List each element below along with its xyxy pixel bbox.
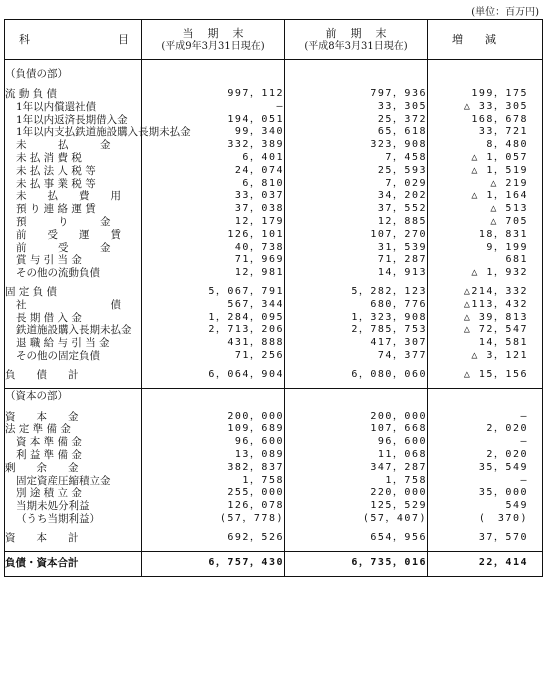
- empty-cell: [142, 388, 285, 405]
- current-value: 2，713，206: [142, 324, 285, 337]
- current-value: 567，344: [142, 299, 285, 312]
- account-label: 前 受 金: [16, 241, 111, 254]
- account-label: 資 本 準 備 金: [16, 436, 82, 449]
- current-value: 12，179: [142, 216, 285, 229]
- empty-cell: [285, 388, 428, 405]
- current-value: 40，738: [142, 242, 285, 255]
- previous-value: 2，785，753: [285, 324, 428, 337]
- previous-value: 14，913: [285, 267, 428, 280]
- capital-row: [5, 449, 543, 462]
- current-value: 6，401: [142, 152, 285, 165]
- header-previous-period: [285, 20, 428, 60]
- account-label: その他の固定負債: [16, 349, 100, 362]
- change-value: △ 15，156: [428, 369, 543, 382]
- previous-value: 34，202: [285, 190, 428, 203]
- capital-row: [5, 513, 543, 526]
- current-liability-row: [5, 267, 543, 280]
- previous-value: 680，776: [285, 299, 428, 312]
- account-label: 1年以内支払鉄道施設購入長期未払金: [16, 126, 191, 139]
- change-value: ―: [428, 411, 543, 424]
- current-liability-row: [5, 114, 543, 127]
- empty-cell: [428, 388, 543, 405]
- current-value: 692，526: [142, 532, 285, 545]
- change-value: △ 705: [428, 216, 543, 229]
- account-label: 未 払 費 用: [16, 190, 121, 203]
- account-label: 負債・資本合計: [5, 551, 142, 576]
- current-liability-row: [5, 126, 543, 139]
- current-liability-row: [5, 152, 543, 165]
- current-liability-row: [5, 88, 543, 101]
- current-value: 71，969: [142, 254, 285, 267]
- previous-value: 220，000: [285, 487, 428, 500]
- current-value: 71，256: [142, 350, 285, 363]
- current-liability-row: [5, 139, 543, 152]
- account-label: 剰 余 金: [5, 461, 79, 474]
- header-account-char-1: 科: [19, 33, 30, 46]
- change-value: △ 39，813: [428, 312, 543, 325]
- fixed-liability-row: [5, 337, 543, 350]
- current-value: 33，037: [142, 190, 285, 203]
- change-value: 2，020: [428, 449, 543, 462]
- change-value: ―: [428, 475, 543, 488]
- account-label: 法 定 準 備 金: [5, 423, 71, 436]
- change-value: △ 1，057: [428, 152, 543, 165]
- previous-value: 1，323，908: [285, 312, 428, 325]
- balance-sheet-table: [4, 19, 543, 577]
- current-value: 997，112: [142, 88, 285, 101]
- previous-value: 65，618: [285, 126, 428, 139]
- account-label: 資 本 計: [5, 531, 79, 544]
- previous-value: 6，080，060: [285, 369, 428, 382]
- account-label: 固定資産圧縮積立金: [16, 474, 111, 487]
- current-liability-row: [5, 229, 543, 242]
- grand-total-row: [5, 551, 543, 576]
- previous-value: 11，068: [285, 449, 428, 462]
- change-value: ―: [428, 436, 543, 449]
- change-value: 35，549: [428, 462, 543, 475]
- capital-row: [5, 411, 543, 424]
- change-value: 681: [428, 254, 543, 267]
- section-heading-liabilities: [5, 66, 543, 82]
- previous-value: 31，539: [285, 242, 428, 255]
- account-label: 預 り 金: [16, 215, 111, 228]
- change-value: 199，175: [428, 88, 543, 101]
- account-label: 負 債 計: [5, 368, 79, 381]
- current-value: 13，089: [142, 449, 285, 462]
- previous-value: 71，287: [285, 254, 428, 267]
- current-value: 194，051: [142, 114, 285, 127]
- header-change: 増減: [428, 20, 543, 60]
- previous-value: 12，885: [285, 216, 428, 229]
- capital-row: [5, 423, 543, 436]
- previous-value: 347，287: [285, 462, 428, 475]
- previous-value: 654，956: [285, 532, 428, 545]
- previous-value: 797，936: [285, 88, 428, 101]
- account-label: 資 本 金: [5, 410, 79, 423]
- previous-value: 25，593: [285, 165, 428, 178]
- account-label: 長 期 借 入 金: [16, 311, 82, 324]
- header-previous-date: (平成8年3月31日現在): [304, 40, 408, 52]
- change-value: △ 3，121: [428, 350, 543, 363]
- current-value: 255，000: [142, 487, 285, 500]
- change-value: 22，414: [428, 551, 543, 576]
- current-value: 332，389: [142, 139, 285, 152]
- current-value: 382，837: [142, 462, 285, 475]
- capital-row: [5, 487, 543, 500]
- account-label: 鉄道施設購入長期未払金: [16, 324, 132, 337]
- current-liability-row: [5, 165, 543, 178]
- previous-value: 74，377: [285, 350, 428, 363]
- capital-row: [5, 462, 543, 475]
- current-value: 431，888: [142, 337, 285, 350]
- previous-value: 107，270: [285, 229, 428, 242]
- previous-value: 200，000: [285, 411, 428, 424]
- empty-cell: [285, 66, 428, 82]
- account-label: 預 り 連 絡 運 賃: [16, 203, 96, 216]
- current-liability-row: [5, 178, 543, 191]
- current-value: 99，340: [142, 126, 285, 139]
- header-account: [5, 20, 142, 60]
- current-value: 96，600: [142, 436, 285, 449]
- current-value: 37，038: [142, 203, 285, 216]
- change-value: △ 1，519: [428, 165, 543, 178]
- previous-value: 125，529: [285, 500, 428, 513]
- previous-value: 33，305: [285, 101, 428, 114]
- capital-row: [5, 475, 543, 488]
- account-label: その他の流動負債: [16, 267, 100, 280]
- change-value: 2，020: [428, 423, 543, 436]
- account-label: 社 債: [16, 298, 121, 311]
- unit-note: (単位：百万円): [471, 7, 539, 18]
- change-value: △ 1，932: [428, 267, 543, 280]
- current-value: 126，078: [142, 500, 285, 513]
- current-liability-row: [5, 242, 543, 255]
- current-value: (57，778): [142, 513, 285, 526]
- header-current-period: [142, 20, 285, 60]
- previous-value: 107，668: [285, 423, 428, 436]
- section-heading-capital-label: （資本の部）: [5, 388, 142, 405]
- current-value: 200，000: [142, 411, 285, 424]
- account-label: 当期未処分利益: [16, 500, 90, 513]
- empty-cell: [428, 66, 543, 82]
- current-value: 1，284，095: [142, 312, 285, 325]
- capital-row: [5, 500, 543, 513]
- account-label: 前 受 運 賃: [16, 228, 121, 241]
- liabilities-total-row: [5, 369, 543, 382]
- current-value: 109，689: [142, 423, 285, 436]
- account-label: 流 動 負 債: [5, 88, 58, 100]
- current-value: 24，074: [142, 165, 285, 178]
- account-label: 未 払 法 人 税 等: [16, 164, 96, 177]
- change-value: 33，721: [428, 126, 543, 139]
- change-value: 37，570: [428, 532, 543, 545]
- previous-value: 6，735，016: [285, 551, 428, 576]
- section-heading-capital: [5, 388, 543, 405]
- previous-value: 7，458: [285, 152, 428, 165]
- fixed-liability-row: [5, 324, 543, 337]
- previous-value: 96，600: [285, 436, 428, 449]
- change-value: △ 1，164: [428, 190, 543, 203]
- current-value: 6，757，430: [142, 551, 285, 576]
- header-account-char-2: 目: [118, 33, 129, 46]
- previous-value: 25，372: [285, 114, 428, 127]
- change-value: △ 219: [428, 178, 543, 191]
- change-value: ( 370): [428, 513, 543, 526]
- fixed-liability-row: [5, 312, 543, 325]
- current-liability-row: [5, 254, 543, 267]
- current-value: 6，810: [142, 178, 285, 191]
- previous-value: 7，029: [285, 178, 428, 191]
- current-value: ―: [142, 101, 285, 114]
- previous-value: 323，908: [285, 139, 428, 152]
- header-current-date: (平成9年3月31日現在): [161, 40, 265, 52]
- change-value: 168，678: [428, 114, 543, 127]
- account-label: 1年以内返済長期借入金: [16, 113, 128, 126]
- fixed-liability-row: [5, 299, 543, 312]
- account-label: 賞 与 引 当 金: [16, 254, 82, 267]
- current-liability-row: [5, 101, 543, 114]
- change-value: 549: [428, 500, 543, 513]
- change-value: 14，581: [428, 337, 543, 350]
- empty-cell: [142, 66, 285, 82]
- header-row: [5, 20, 543, 60]
- change-value: △113，432: [428, 299, 543, 312]
- fixed-liability-row: [5, 286, 543, 299]
- previous-value: 37，552: [285, 203, 428, 216]
- fixed-liability-row: [5, 350, 543, 363]
- previous-value: 417，307: [285, 337, 428, 350]
- current-value: 5，067，791: [142, 286, 285, 299]
- change-value: △ 72，547: [428, 324, 543, 337]
- previous-value: 5，282，123: [285, 286, 428, 299]
- previous-value: (57，407): [285, 513, 428, 526]
- current-value: 6，064，904: [142, 369, 285, 382]
- account-label: 未 払 金: [16, 139, 111, 152]
- current-value: 12，981: [142, 267, 285, 280]
- account-label: 固 定 負 債: [5, 285, 58, 298]
- change-value: 8，480: [428, 139, 543, 152]
- change-value: 35，000: [428, 487, 543, 500]
- account-label: 退 職 給 与 引 当 金: [16, 337, 110, 350]
- change-value: 9，199: [428, 242, 543, 255]
- capital-row: [5, 436, 543, 449]
- change-value: 18，831: [428, 229, 543, 242]
- current-liability-row: [5, 190, 543, 203]
- current-liability-row: [5, 203, 543, 216]
- account-label: 未 払 事 業 税 等: [16, 177, 96, 190]
- account-label: 別 途 積 立 金: [16, 487, 82, 500]
- header-current-title: 当期末: [182, 26, 258, 40]
- account-label: （うち当期利益）: [16, 512, 100, 525]
- header-previous-title: 前期末: [325, 26, 401, 40]
- current-value: 1，758: [142, 475, 285, 488]
- section-heading-liabilities-label: （負債の部）: [5, 67, 68, 80]
- account-label: 1年以内償還社債: [16, 100, 97, 113]
- current-value: 126，101: [142, 229, 285, 242]
- capital-total-row: [5, 532, 543, 545]
- change-value: △ 513: [428, 203, 543, 216]
- change-value: △ 33，305: [428, 101, 543, 114]
- change-value: △214，332: [428, 286, 543, 299]
- previous-value: 1，758: [285, 475, 428, 488]
- account-label: 利 益 準 備 金: [16, 448, 82, 461]
- account-label: 未 払 消 費 税: [16, 151, 82, 164]
- current-liability-row: [5, 216, 543, 229]
